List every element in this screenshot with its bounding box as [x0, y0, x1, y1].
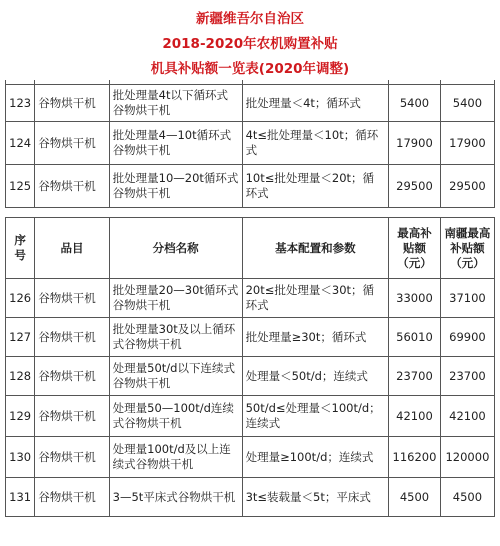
col-header-no: 序号 — [6, 218, 35, 279]
table-row — [6, 279, 495, 318]
col-header-item: 品目 — [35, 218, 109, 279]
row-number: 125 — [6, 165, 35, 208]
row-item: 谷物烘干机 — [35, 85, 109, 122]
table-row — [6, 357, 495, 396]
table-row — [6, 437, 495, 478]
table-row — [6, 122, 495, 165]
row-tier: 处理量50t/d以下连续式谷物烘干机 — [109, 357, 242, 396]
row-max-subsidy: 42100 — [389, 396, 441, 437]
row-number: 123 — [6, 85, 35, 122]
col-header-south-subsidy: 南疆最高补贴额（元） — [440, 218, 494, 279]
row-number: 127 — [6, 318, 35, 357]
row-tier: 批处理量10—20t循环式谷物烘干机 — [109, 165, 242, 208]
row-max-subsidy: 17900 — [389, 122, 441, 165]
row-tier: 批处理量4—10t循环式谷物烘干机 — [109, 122, 242, 165]
row-number: 126 — [6, 279, 35, 318]
row-spec: 50t/d≤处理量＜100t/d；连续式 — [242, 396, 388, 437]
row-item: 谷物烘干机 — [35, 437, 109, 478]
row-tier: 处理量50—100t/d连续式谷物烘干机 — [109, 396, 242, 437]
row-spec: 20t≤批处理量＜30t；循环式 — [242, 279, 388, 318]
subsidy-table-part2 — [5, 217, 495, 517]
region-title: 新疆维吾尔自治区 — [196, 11, 304, 27]
row-south-subsidy: 69900 — [440, 318, 494, 357]
row-item: 谷物烘干机 — [35, 279, 109, 318]
row-item: 谷物烘干机 — [35, 122, 109, 165]
row-spec: 3t≤装载量＜5t；平床式 — [242, 478, 388, 517]
row-tier: 批处理量30t及以上循环式谷物烘干机 — [109, 318, 242, 357]
row-number: 128 — [6, 357, 35, 396]
table-title: 机具补贴额一览表(2020年调整) — [150, 61, 350, 77]
row-item: 谷物烘干机 — [35, 396, 109, 437]
table-row — [6, 85, 495, 122]
row-tier: 批处理量20—30t循环式谷物烘干机 — [109, 279, 242, 318]
row-south-subsidy: 17900 — [440, 122, 494, 165]
row-number: 124 — [6, 122, 35, 165]
row-item: 谷物烘干机 — [35, 357, 109, 396]
row-south-subsidy: 42100 — [440, 396, 494, 437]
table-header-row — [6, 218, 495, 279]
row-max-subsidy: 56010 — [389, 318, 441, 357]
row-max-subsidy: 116200 — [389, 437, 441, 478]
row-tier: 处理量100t/d及以上连续式谷物烘干机 — [109, 437, 242, 478]
row-max-subsidy: 4500 — [389, 478, 441, 517]
row-south-subsidy: 4500 — [440, 478, 494, 517]
row-max-subsidy: 33000 — [389, 279, 441, 318]
row-item: 谷物烘干机 — [35, 478, 109, 517]
col-header-tier: 分档名称 — [109, 218, 242, 279]
row-tier: 批处理量4t以下循环式谷物烘干机 — [109, 85, 242, 122]
table-row — [6, 318, 495, 357]
row-south-subsidy: 23700 — [440, 357, 494, 396]
row-south-subsidy: 5400 — [440, 85, 494, 122]
row-spec: 4t≤批处理量＜10t；循环式 — [242, 122, 388, 165]
row-item: 谷物烘干机 — [35, 165, 109, 208]
row-tier: 3—5t平床式谷物烘干机 — [109, 478, 242, 517]
col-header-spec: 基本配置和参数 — [242, 218, 388, 279]
row-spec: 10t≤批处理量＜20t；循环式 — [242, 165, 388, 208]
subsidy-table-part1 — [5, 80, 495, 208]
row-south-subsidy: 120000 — [440, 437, 494, 478]
row-max-subsidy: 23700 — [389, 357, 441, 396]
row-number: 130 — [6, 437, 35, 478]
table-row — [6, 165, 495, 208]
row-max-subsidy: 5400 — [389, 85, 441, 122]
row-spec: 批处理量＜4t；循环式 — [242, 85, 388, 122]
row-south-subsidy: 37100 — [440, 279, 494, 318]
row-south-subsidy: 29500 — [440, 165, 494, 208]
table-row — [6, 478, 495, 517]
table-row — [6, 396, 495, 437]
row-spec: 处理量＜50t/d；连续式 — [242, 357, 388, 396]
row-spec: 处理量≥100t/d；连续式 — [242, 437, 388, 478]
row-number: 131 — [6, 478, 35, 517]
subsidy-period-title: 2018-2020年农机购置补贴 — [162, 36, 338, 52]
row-max-subsidy: 29500 — [389, 165, 441, 208]
col-header-max-subsidy: 最高补贴额（元） — [389, 218, 441, 279]
row-item: 谷物烘干机 — [35, 318, 109, 357]
row-spec: 批处理量≥30t；循环式 — [242, 318, 388, 357]
row-number: 129 — [6, 396, 35, 437]
